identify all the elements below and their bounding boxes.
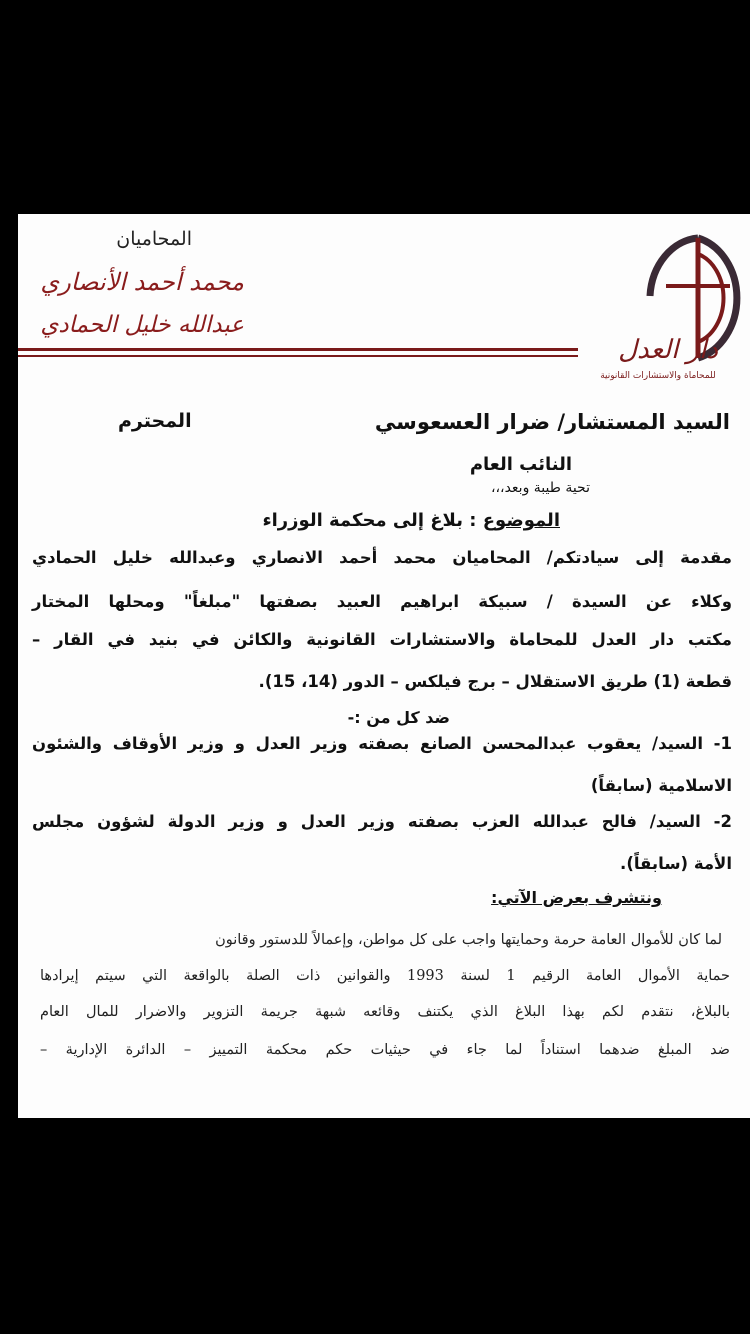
addressee: السيد المستشار/ ضرار العسعوسي (374, 410, 730, 434)
svg-text:للمحاماة والاستشارات القانونية: للمحاماة والاستشارات القانونية (600, 371, 716, 381)
svg-text:دار العدل: دار العدل (618, 335, 718, 365)
section-heading: ونتشرف بعرض الآتي: (491, 888, 662, 907)
body-line: ضد المبلغ ضدهما استناداً لما جاء في حيثيات حكم محكمة التمييز – الدائرة الإدارية – (40, 1042, 730, 1058)
body-line: بالبلاغ، نتقدم لكم بهذا البلاغ الذي يكتنف وقائعه شبهة جريمة التزوير والاضرار للمال العام (40, 1004, 730, 1020)
subject-label: الموضوع (482, 510, 560, 531)
firm-logo (548, 226, 748, 386)
intro-line: مكتب دار العدل للمحاماة والاستشارات القانونية والكائن في بنيد في القار – (32, 630, 732, 649)
defendant-2-line: 2- السيد/ فالح عبدالله العزب بصفته وزير العدل و وزير الدولة لشؤون مجلس (32, 812, 732, 831)
defendant-1-line: الاسلامية (سابقاً) (590, 776, 732, 795)
greeting: تحية طيبة وبعد،،، (491, 480, 590, 496)
document-page (18, 214, 750, 1118)
subject-value: : بلاغ إلى محكمة الوزراء (262, 510, 477, 531)
header-rule (18, 348, 578, 351)
defendant-1-line: 1- السيد/ يعقوب عبدالمحسن الصانع بصفته وزير العدل و وزير الأوقاف والشئون (32, 734, 732, 753)
against-heading: ضد كل من :- (347, 708, 450, 727)
addressee-position: النائب العام (469, 454, 572, 475)
lawyers-title: المحاميان (116, 228, 192, 250)
respected-label: المحترم (118, 410, 192, 432)
intro-line: مقدمة إلى سيادتكم/ المحاميان محمد أحمد الانصاري وعبدالله خليل الحمادي (32, 548, 732, 567)
subject-line (262, 510, 560, 531)
defendant-2-line: الأمة (سابقاً). (620, 854, 732, 873)
body-line: حماية الأموال العامة الرقيم 1 لسنة 1993 والقوانين ذات الصلة بالواقعة التي سيتم إيرادها (40, 968, 730, 984)
header-rule-thin (18, 355, 578, 357)
intro-line: وكلاء عن السيدة / سبيكة ابراهيم العبيد بصفتها "مبلغاً" ومحلها المختار (32, 592, 732, 611)
lawyer-name-1: محمد أحمد الأنصاري (40, 268, 244, 296)
intro-line: قطعة (1) طريق الاستقلال – برج فيلكس – الدور (14، 15). (258, 672, 732, 691)
body-line: لما كان للأموال العامة حرمة وحمايتها واجب على كل مواطن، وإعمالاً للدستور وقانون (215, 932, 722, 948)
lawyer-name-2: عبدالله خليل الحمادي (40, 312, 244, 338)
